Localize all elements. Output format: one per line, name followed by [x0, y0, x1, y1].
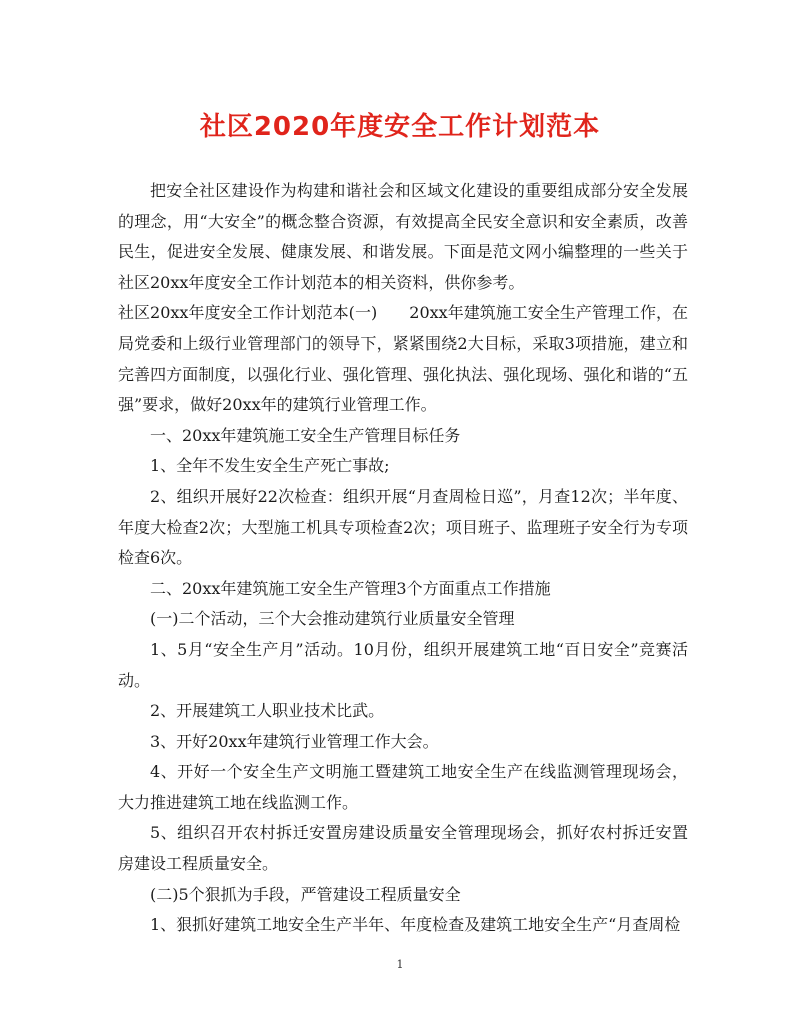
list-item: 2、组织开展好22次检查：组织开展“月查周检日巡”，月查12次；半年度、年度大检查2次；大型施工机具专项检查2次；项目班子、监理班子安全行为专项检查6次。 — [118, 486, 688, 568]
document-body — [118, 176, 688, 941]
list-item: 2、开展建筑工人职业技术比武。 — [150, 701, 385, 721]
list-item: 4、开好一个安全生产文明施工暨建筑工地安全生产在线监测管理现场会，大力推进建筑工地在线监测工作。 — [118, 762, 688, 812]
section-heading-measures: 二、20xx年建筑施工安全生产管理3个方面重点工作措施 — [150, 578, 551, 598]
paragraph-plan-one: 社区20xx年度安全工作计划范本(一) 20xx年建筑施工安全生产管理工作，在局党委和上级行业管理部门的领导下，紧紧围绕2大目标，采取3项措施，建立和完善四方面制度，以强化行业、强化管理、强化执法、强化现场、强化和谐的“五强”要求，做好20xx年的建筑行业管理工作。 — [118, 303, 688, 415]
list-item: 3、开好20xx年建筑行业管理工作大会。 — [150, 731, 439, 751]
paragraph-intro: 把安全社区建设作为构建和谐社会和区域文化建设的重要组成部分安全发展的理念，用“大安全”的概念整合资源，有效提高全民安全意识和安全素质，改善民生，促进安全发展、健康发展、和谐发展。下面是范文网小编整理的一些关于社区20xx年度安全工作计划范本的相关资料，供你参考。 — [118, 181, 688, 292]
subsection-heading: (二)5个狠抓为手段，严管建设工程质量安全 — [150, 884, 461, 904]
page-number: 1 — [396, 958, 404, 971]
section-heading-targets: 一、20xx年建筑施工安全生产管理目标任务 — [150, 425, 461, 445]
list-item: 5、组织召开农村拆迁安置房建设质量安全管理现场会，抓好农村拆迁安置房建设工程质量安全。 — [118, 823, 688, 874]
subsection-heading: (一)二个活动，三个大会推动建筑行业质量安全管理 — [150, 609, 515, 629]
list-item: 1、狠抓好建筑工地安全生产半年、年度检查及建筑工地安全生产“月查周检 — [150, 915, 681, 935]
list-item: 1、全年不发生安全生产死亡事故; — [150, 456, 390, 476]
list-item: 1、5月“安全生产月”活动。10月份，组织开展建筑工地“百日安全”竞赛活动。 — [118, 639, 688, 690]
document-title: 社区2020年度安全工作计划范本 — [199, 112, 601, 142]
